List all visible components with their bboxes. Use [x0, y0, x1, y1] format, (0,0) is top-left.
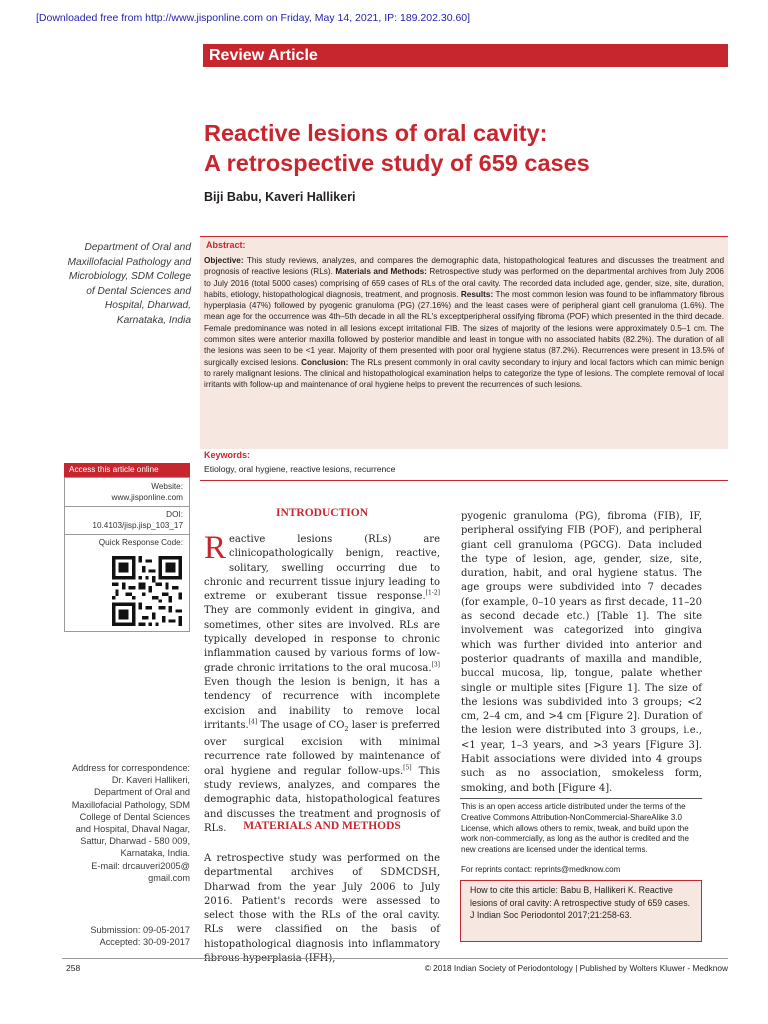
objective-text: This study reviews, analyzes, and compares the demographic data, histopathological features and discusses the treatment and prognosis of reactive lesions (RLs). [204, 256, 724, 277]
intro-text-e: laser is preferred over surgical excision with minimal recurrence rate followed by maintenance of oral hygiene and regular follow-ups. [204, 719, 440, 777]
keywords-text: Etiology, oral hygiene, reactive lesions, recurrence [204, 464, 396, 474]
results-text: The most common lesion was found to be inflammatory fibrous hyperplasia (47%) followed by pyogenic granuloma (PG) (27.16%) and the least cases were of peripheral giant cell granuloma (1.6%). The mean age for the occurrence was 4th–5th decade in all the RL's exceptperipheral ossifying fibroma (POF) which presented in the third decade. Female predominance was noted in all lesions except irritational FIB. The sizes of majority of the lesions were approximately 0.5–1 cm. The common sites were anterior maxilla followed by posterior mandible and least in tongue with no associated habits (82.2%). The duration of all the lesions was seen to be <1 year. Majority of them presented with poor oral hygiene status (87.2%). Recurrences were present in 13.5% of surgically excised lesions. [204, 289, 724, 367]
introduction-heading: INTRODUCTION [275, 507, 368, 519]
dates [66, 924, 190, 948]
access-online-header: Access this article online [64, 463, 190, 477]
methods-text: Retrospective study was performed on the departmental archives from July 2006 to July 2016 (total 5000 cases) comprising of 659 cases of RLs of the oral cavity. The recorded data included age, gender, size, site, duration, habits, etiology, histopathological diagnosis, treatment, and prognosis. [204, 267, 724, 299]
intro-text-f: This study reviews, analyzes, and compares the demographic data, histopathological features and discusses the treatment and prognosis of RLs. [204, 765, 441, 834]
abstract-label: Abstract: [206, 240, 246, 250]
page-number: 258 [66, 963, 81, 973]
intro-text-a: eactive lesions (RLs) are clinicopathologically benign, reactive, solitary, swelling occurring due to chronic and recurrent tissue injury leading to extreme or exuberant tissue response. [204, 534, 440, 603]
article-title [204, 118, 744, 178]
subscript: 2 [344, 724, 349, 733]
submission-date: Submission: 09-05-2017 [90, 925, 190, 935]
footer-divider [62, 958, 728, 959]
download-notice: [Downloaded free from http://www.jisponline.com on Friday, May 14, 2021, IP: 189.202.30.60] [36, 12, 471, 24]
introduction-text [204, 530, 441, 836]
reprints-contact: For reprints contact: reprints@medknow.com [461, 865, 621, 874]
citation-ref[interactable]: [5] [403, 764, 412, 772]
access-divider [65, 506, 189, 507]
title-line-1: Reactive lesions of oral cavity: [204, 120, 548, 146]
authors: Biji Babu, Kaveri Hallikeri [204, 190, 356, 204]
citation-ref[interactable]: [4] [248, 718, 258, 726]
access-divider [65, 534, 189, 535]
results-label: Results: [460, 289, 494, 299]
citation-ref[interactable]: [3] [431, 661, 440, 669]
open-access-divider [460, 798, 702, 799]
abstract-text [204, 255, 724, 391]
correspondence [66, 762, 190, 884]
drop-cap: R [204, 530, 227, 566]
footer-copyright: © 2018 Indian Society of Periodontology | Published by Wolters Kluwer - Medknow [424, 963, 728, 973]
citation-text: How to cite this article: Babu B, Hallikeri K. Reactive lesions of oral cavity: A retrospective study of 659 cases. J Indian Soc Periodontol 2017;21:258-63. [470, 885, 691, 921]
correspondence-email[interactable]: E-mail: drcauveri2005@ gmail.com [91, 860, 190, 883]
intro-text-c: Even though the lesion is benign, it has a tendency of recurrence with incomplete excision and inability to remove local irritants. [204, 676, 440, 731]
keywords-divider [200, 480, 728, 481]
website-link[interactable]: www.jisponline.com [111, 493, 183, 502]
website-label: Website: [151, 482, 183, 491]
citation-ref[interactable]: [1-2] [425, 589, 440, 597]
section-label: Review Article [203, 44, 728, 67]
title-line-2: A retrospective study of 659 cases [204, 150, 590, 176]
qr-code-icon [112, 556, 182, 626]
open-access-notice: This is an open access article distributed under the terms of the Creative Commons Attribution-NonCommercial-ShareAlike 3.0 License, which allows others to remix, tweak, and build upon the work non-commercially, as long as the author is credited and the new creations are licensed under the identical terms. [461, 802, 689, 855]
accepted-date: Accepted: 30-09-2017 [99, 937, 190, 948]
methods-label: Materials and Methods: [335, 267, 427, 277]
materials-methods-text: A retrospective study was performed on the departmental archives of SDMCDSH, Dharwad from the year July 2006 to July 2016. Patient's records were assessed to select those with the RLs of the oral cavity. RLs were classified on the basis of histopathological diagnosis into inflammatory [204, 853, 440, 950]
intro-text-b: They are commonly evident in gingiva, and sometimes, other sites are involved. RLs are typically developed in response to chronic inflammation caused by various forms of low-grade chronic irritations to the oral mucosa. [204, 605, 440, 674]
qr-label: Quick Response Code: [98, 538, 183, 547]
doi-value[interactable]: 10.4103/jisp.jisp_103_17 [92, 521, 183, 530]
keywords-label: Keywords: [204, 450, 251, 460]
conclusion-label: Conclusion: [301, 357, 349, 367]
correspondence-label: Address for correspondence: [72, 763, 190, 773]
doi-label: DOI: [166, 510, 183, 519]
column-2-text: pyogenic granuloma (PG), fibroma (FIB), IF, peripheral ossifying FIB (POF), and peripheral giant cell granuloma (PGCG). Data included the type of lesion, age, gender, size, site, duration, habit, and oral hygiene status. The age groups were subdivided into 7 decades (for example, 0–10 years as first decade, 11–20 as second decade etc.) [Table 1]. The site involvement was categorized into gingiva which was further divided into anterior and posterior quadrants of maxilla and mandible, buccal mucosa, lip, tongue, palate whether single or multiple sites [Figure 1]. The size of the lesions was subdivided into 3 groups; <2 cm, 2–4 cm, and >4 cm [Figure 2]. Duration of the lesion were distributed into 3 groups, i.e., <1 year, 1–3 years, and >3 years [Figure 3]. Habit associations were divided into 4 groups such as no association, smokeless form, smoking, and both [Figure 4]. [461, 511, 702, 794]
intro-text-d: The usage of CO [257, 719, 345, 731]
materials-methods-heading: MATERIALS AND METHODS [243, 820, 401, 832]
conclusion-text: The RLs present commonly in oral cavity secondary to injury and local factors which can mimic benign to rarely malignant lesions. The clinical and histopathological examination helps to categorize the type of lesions. The complete removal of local irritants with follow-up and maintenance of oral hygiene helps to prevent the recurrences of such lesions. [204, 357, 724, 390]
correspondence-address: Dr. Kaveri Hallikeri, Department of Oral and Maxillofacial Pathology, SDM College of Dental Sciences and Hospital, Dhaval Nagar, Sattur, Dharwad - 580 009, Karnataka, India. [71, 775, 190, 859]
objective-label: Objective: [204, 256, 244, 265]
affiliation: Department of Oral and Maxillofacial Pathology and Microbiology, SDM College of Dental Sciences and Hospital, Dharwad, Karnataka, India [67, 242, 191, 326]
